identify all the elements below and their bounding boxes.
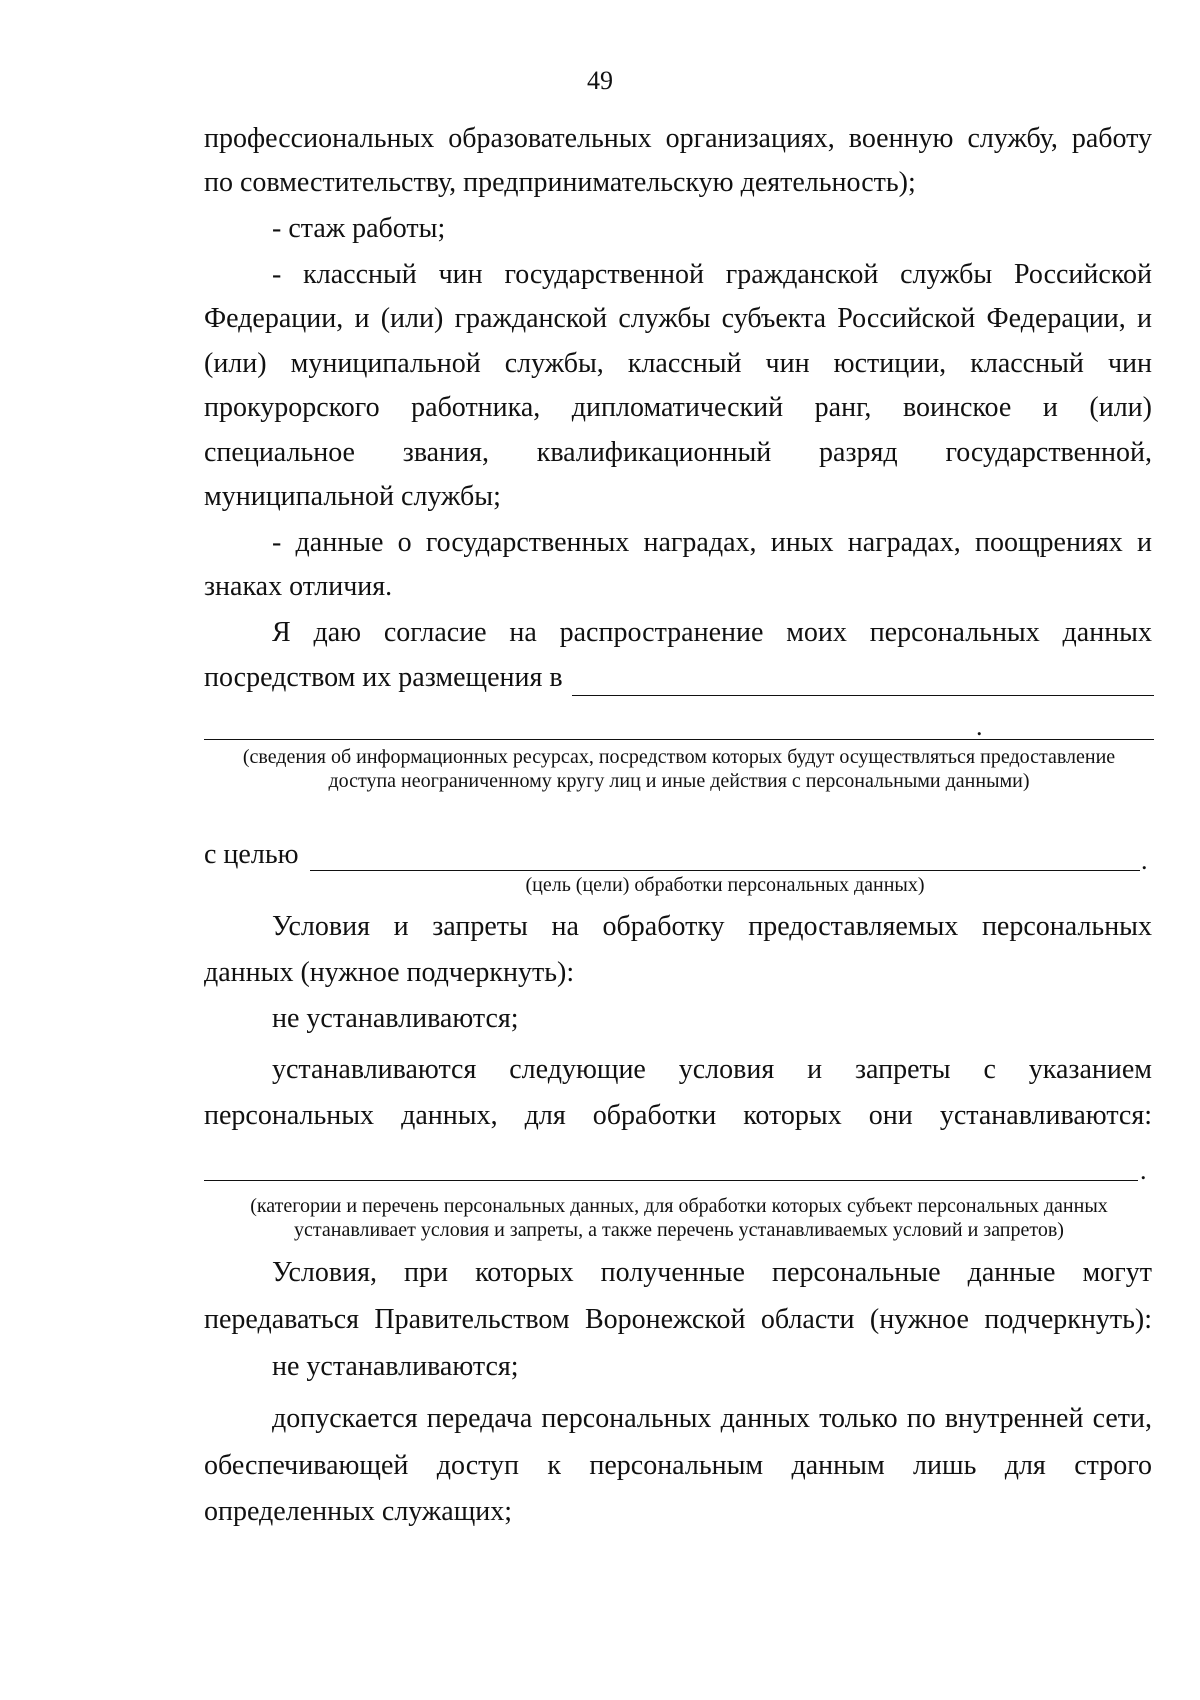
text-line: Федерации, и (или) гражданской службы субъекта Российской Федерации, и <box>204 303 1152 334</box>
field-note: устанавливает условия и запреты, а также перечень устанавливаемых условий и запретов) <box>294 1219 1064 1241</box>
field-note: (категории и перечень персональных данных, для обработки которых субъект персональных данных <box>250 1195 1108 1217</box>
text-line: посредством их размещения в <box>204 662 563 693</box>
text-line: не устанавливаются; <box>272 1003 519 1034</box>
period: . <box>1140 1156 1147 1185</box>
text-line: по совместительству, предпринимательскую деятельность); <box>204 167 916 198</box>
text-line: прокурорского работника, дипломатический ранг, воинское и (или) <box>204 392 1152 423</box>
page-number: 49 <box>587 66 613 95</box>
text-line: определенных служащих; <box>204 1496 513 1527</box>
field-note: доступа неограниченному кругу лиц и иные действия с персональными данными) <box>328 770 1030 792</box>
text-line: - данные о государственных наградах, иных наградах, поощрениях и <box>272 527 1152 558</box>
text-line: устанавливаются следующие условия и запреты с указанием <box>272 1054 1152 1085</box>
text-line: с целью <box>204 839 299 870</box>
text-line: персональных данных, для обработки которых они устанавливаются: <box>204 1100 1152 1131</box>
text-line: - классный чин государственной гражданской службы Российской <box>272 259 1152 290</box>
field-note: (сведения об информационных ресурсах, посредством которых будут осуществляться предоставление <box>242 746 1116 768</box>
fill-in-line <box>204 739 1154 740</box>
period: . <box>976 712 983 741</box>
text-line: Я даю согласие на распространение моих персональных данных <box>272 617 1152 648</box>
text-line: допускается передача персональных данных только по внутренней сети, <box>272 1403 1152 1434</box>
text-line: не устанавливаются; <box>272 1351 519 1382</box>
text-line: (или) муниципальной службы, классный чин юстиции, классный чин <box>204 348 1152 379</box>
text-line: профессиональных образовательных организациях, военную службу, работу <box>204 123 1152 154</box>
fill-in-line <box>310 870 1140 871</box>
text-line: специальное звания, квалификационный разряд государственной, <box>204 437 1152 468</box>
period: . <box>1141 846 1148 875</box>
text-line: муниципальной службы; <box>204 481 501 512</box>
text-line: Условия, при которых полученные персональные данные могут <box>272 1257 1152 1288</box>
fill-in-line <box>572 695 1154 696</box>
fill-in-line <box>204 1180 1138 1181</box>
text-line: знаках отличия. <box>204 571 393 602</box>
text-line: обеспечивающей доступ к персональным данным лишь для строго <box>204 1450 1152 1481</box>
text-line: передаваться Правительством Воронежской области (нужное подчеркнуть): <box>204 1304 1152 1335</box>
text-line: Условия и запреты на обработку предоставляемых персональных <box>272 911 1152 942</box>
text-line: - стаж работы; <box>272 213 446 244</box>
field-note: (цель (цели) обработки персональных данных) <box>525 874 925 896</box>
text-line: данных (нужное подчеркнуть): <box>204 957 575 988</box>
